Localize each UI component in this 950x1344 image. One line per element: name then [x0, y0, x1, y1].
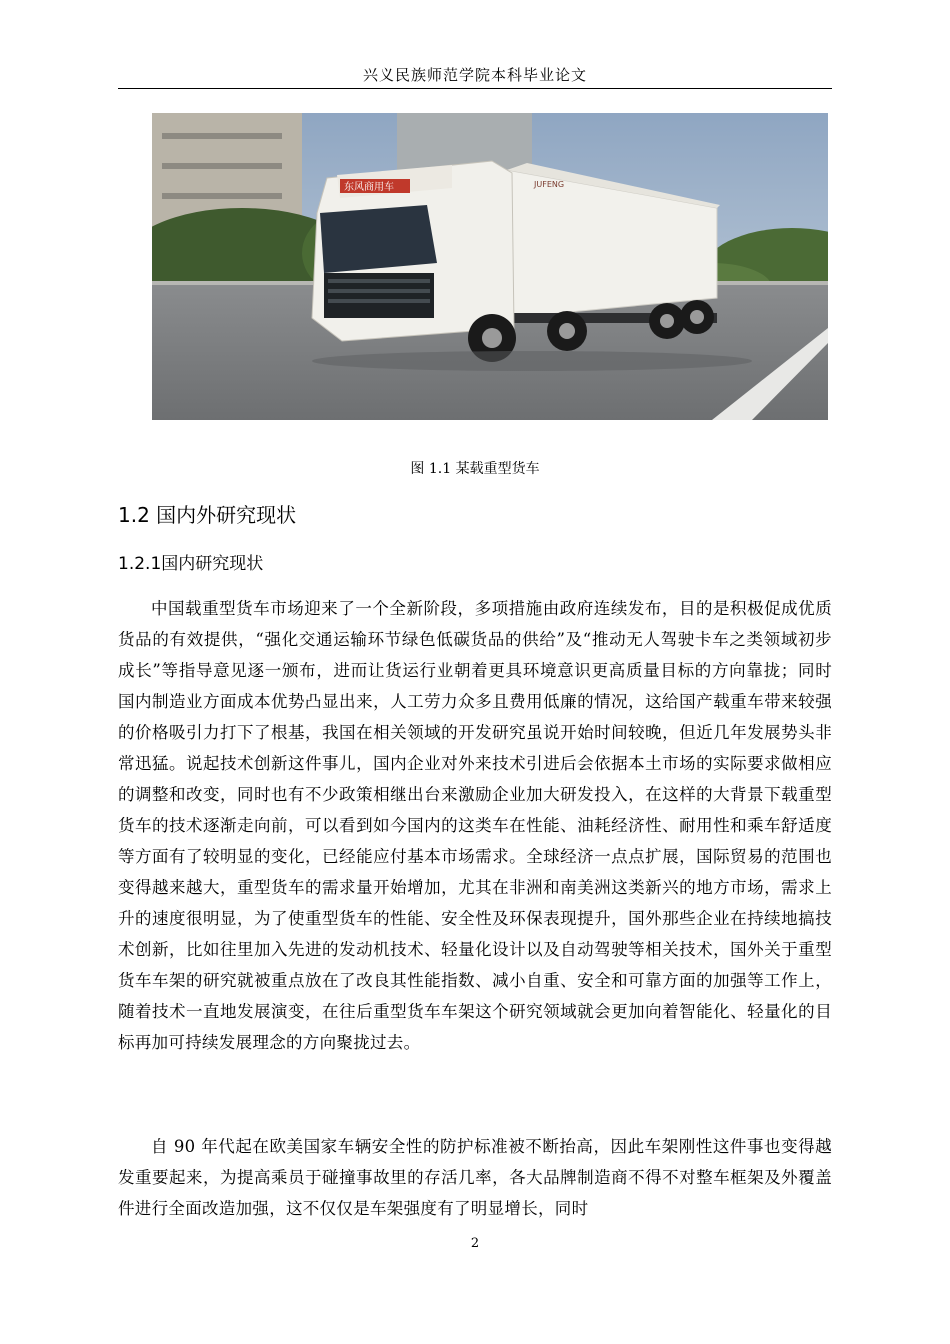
subsection-heading: 1.2.1国内研究现状 [118, 554, 264, 574]
page-number: 2 [470, 1236, 480, 1251]
header-rule [118, 88, 832, 89]
running-header: 兴义民族师范学院本科毕业论文 [362, 66, 587, 84]
figure-caption: 图 1.1 某载重型货车 [410, 461, 540, 477]
section-heading: 1.2 国内外研究现状 [118, 503, 297, 527]
truck-photo [152, 113, 828, 420]
cab-lettering: 东风商用车 [344, 182, 394, 193]
box-lettering: JUFENG [534, 180, 565, 189]
body-paragraph: 自 90 年代起在欧美国家车辆安全性的防护标准被不断抬高，因此车架刚性这件事也变得越发重要起来，为提高乘员于碰撞事故里的存活几率，各大品牌制造商不得不对整车框架及外覆盖件进行全面改造加强，这不仅仅是车架强度有了明显增长，同时 [118, 1137, 832, 1218]
body-paragraph: 中国载重型货车市场迎来了一个全新阶段，多项措施由政府连续发布，目的是积极促成优质货品的有效提供，“强化交通运输环节绿色低碳货品的供给”及“推动无人驾驶卡车之类领域初步成长”等指导意见逐一颁布，进而让货运行业朝着更具环境意识更高质量目标的方向靠拢；同时国内制造业方面成本优势凸显出来，人工劳力众多且费用低廉的情况，这给国产载重车带来较强的价格吸引力打下了根基，我国在相关领域的开发研究虽说开始时间较晚，但近几年发展势头非常迅猛。说起技术创新这件事儿，国内企业对外来技术引进后会依据本土市场的实际要求做相应的调整和改变，同时也有不少政策相继出台来激励企业加大研发投入，在这样的大背景下载重型货车的技术逐渐走向前，可以看到如今国内的这类车在性能、油耗经济性、耐用性和乘车舒适度等方面有了较明显的变化，已经能应付基本市场需求。全球经济一点点扩展，国际贸易的范围也变得越来越大，重型货车的需求量开始增加，尤其在非洲和南美洲这类新兴的地方市场，需求上升的速度很明显，为了使重型货车的性能、安全性及环保表现提升，国外那些企业在持续地搞技术创新，比如往里加入先进的发动机技术、轻量化设计以及自动驾驶等相关技术，国外关于重型货车车架的研究就被重点放在了改良其性能指数、减小自重、安全和可靠方面的加强等工作上，随着技术一直地发展演变，在往后重型货车车架这个研究领域就会更加向着智能化、轻量化的目标再加可持续发展理念的方向聚拢过去。 [118, 599, 832, 1052]
